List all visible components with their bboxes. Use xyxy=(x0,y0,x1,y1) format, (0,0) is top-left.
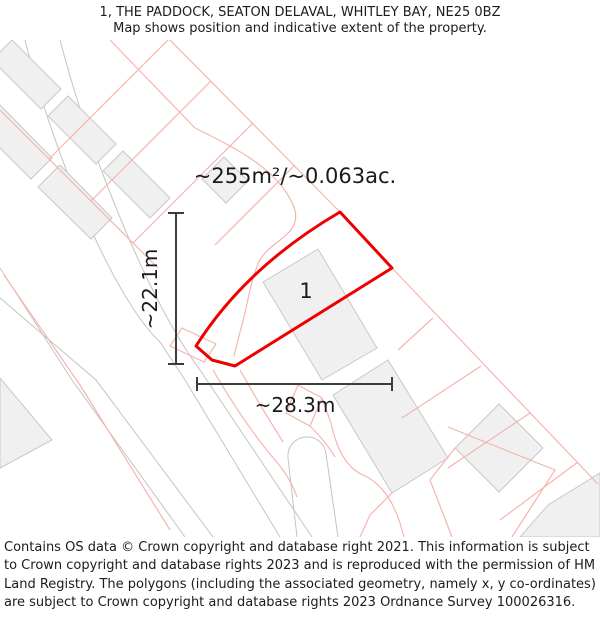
attribution-text: Contains OS data © Crown copyright and database right 2021. This information is subject to Crown copyright and database rights 2023 and is reproduced with the permission of HM Land Registry. The polygons (including the associated geometry, namely x, y co-ordinates) are subject to Crown copyright and database rights 2023 Ordnance Survey 100026316. xyxy=(4,540,596,611)
area-label: ~255m²/~0.063ac. xyxy=(193,164,397,188)
attribution-footer xyxy=(0,537,600,613)
map-canvas xyxy=(0,40,600,537)
plot-number-label: 1 xyxy=(299,279,313,303)
dimension-label-vertical: ~22.1m xyxy=(138,248,162,330)
page-title: 1, THE PADDOCK, SEATON DELAVAL, WHITLEY BAY, NE25 0BZ xyxy=(99,5,501,20)
report-header xyxy=(0,0,600,37)
property-map xyxy=(0,40,600,537)
map-caption: Map shows position and indicative extent of the property. xyxy=(113,21,487,36)
dimension-label-horizontal: ~28.3m xyxy=(254,393,336,417)
